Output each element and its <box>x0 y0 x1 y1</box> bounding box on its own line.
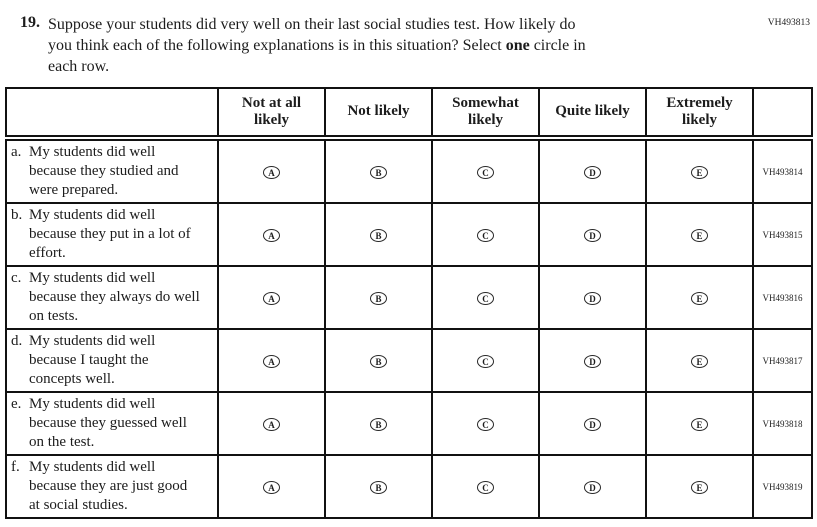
row-letter: b. <box>11 207 23 223</box>
row-text: My students did well because they studied and were prepared. <box>29 144 179 198</box>
question-line-2-pre: you think each of the following explanations is in this situation? Select <box>48 37 506 54</box>
option-cell-e[interactable] <box>646 203 753 266</box>
row-text: My students did well because I taught the concepts well. <box>29 333 156 387</box>
option-cell-b[interactable] <box>325 329 432 392</box>
option-cell-b[interactable] <box>325 138 432 203</box>
option-bubble-c[interactable]: C <box>477 355 494 368</box>
option-bubble-a[interactable]: A <box>263 166 280 179</box>
statement-cell <box>6 329 218 392</box>
option-cell-d[interactable] <box>539 203 646 266</box>
option-bubble-a[interactable]: A <box>263 229 280 242</box>
option-cell-d[interactable] <box>539 392 646 455</box>
option-bubble-d[interactable]: D <box>584 355 601 368</box>
statement-cell <box>6 266 218 329</box>
option-bubble-b[interactable]: B <box>370 229 387 242</box>
option-cell-a[interactable] <box>218 455 325 518</box>
table-row <box>6 455 812 518</box>
table-row <box>6 203 812 266</box>
option-bubble-a[interactable]: A <box>263 481 280 494</box>
option-cell-e[interactable] <box>646 392 753 455</box>
row-letter: e. <box>11 396 22 412</box>
option-bubble-b[interactable]: B <box>370 166 387 179</box>
option-bubble-e[interactable]: E <box>691 481 708 494</box>
header-statement <box>6 88 218 138</box>
option-cell-a[interactable] <box>218 203 325 266</box>
option-bubble-a[interactable]: A <box>263 418 280 431</box>
option-cell-e[interactable] <box>646 266 753 329</box>
option-bubble-d[interactable]: D <box>584 166 601 179</box>
option-bubble-b[interactable]: B <box>370 355 387 368</box>
table-row <box>6 266 812 329</box>
row-letter: f. <box>11 459 20 475</box>
option-cell-d[interactable] <box>539 455 646 518</box>
option-bubble-c[interactable]: C <box>477 229 494 242</box>
option-cell-c[interactable] <box>432 203 539 266</box>
row-text: My students did well because they always do well on tests. <box>29 270 200 324</box>
row-code: VH493816 <box>753 266 812 329</box>
option-bubble-d[interactable]: D <box>584 229 601 242</box>
header-somewhat-likely: Somewhat likely <box>432 88 539 138</box>
question-line-2-post: circle in <box>529 37 586 54</box>
option-bubble-e[interactable]: E <box>691 355 708 368</box>
option-bubble-c[interactable]: C <box>477 292 494 305</box>
row-code: VH493815 <box>753 203 812 266</box>
statement-cell <box>6 138 218 203</box>
question-line-2-emphasis: one <box>505 37 530 54</box>
option-bubble-b[interactable]: B <box>370 418 387 431</box>
option-bubble-b[interactable]: B <box>370 292 387 305</box>
header-not-at-all-likely: Not at all likely <box>218 88 325 138</box>
option-cell-e[interactable] <box>646 329 753 392</box>
option-cell-a[interactable] <box>218 329 325 392</box>
option-cell-b[interactable] <box>325 455 432 518</box>
header-extremely-likely: Extremely likely <box>646 88 753 138</box>
header-quite-likely: Quite likely <box>539 88 646 138</box>
statement-cell <box>6 455 218 518</box>
row-code: VH493814 <box>753 138 812 203</box>
option-cell-e[interactable] <box>646 138 753 203</box>
option-cell-b[interactable] <box>325 392 432 455</box>
row-code: VH493819 <box>753 455 812 518</box>
question-line-1: Suppose your students did very well on their last social studies test. How likely do <box>48 16 576 33</box>
statement-cell <box>6 392 218 455</box>
row-letter: a. <box>11 144 22 160</box>
header-not-likely: Not likely <box>325 88 432 138</box>
option-bubble-e[interactable]: E <box>691 166 708 179</box>
option-cell-d[interactable] <box>539 138 646 203</box>
question-text <box>48 14 586 77</box>
option-cell-a[interactable] <box>218 392 325 455</box>
likert-table <box>5 87 813 519</box>
question-block <box>20 14 817 77</box>
option-bubble-c[interactable]: C <box>477 481 494 494</box>
option-cell-c[interactable] <box>432 392 539 455</box>
option-bubble-e[interactable]: E <box>691 418 708 431</box>
row-code: VH493817 <box>753 329 812 392</box>
option-cell-c[interactable] <box>432 329 539 392</box>
option-cell-a[interactable] <box>218 266 325 329</box>
option-bubble-d[interactable]: D <box>584 292 601 305</box>
option-cell-a[interactable] <box>218 138 325 203</box>
option-cell-d[interactable] <box>539 266 646 329</box>
row-text: My students did well because they put in a lot of effort. <box>29 207 191 261</box>
option-cell-e[interactable] <box>646 455 753 518</box>
table-row <box>6 138 812 203</box>
statement-cell <box>6 203 218 266</box>
option-bubble-e[interactable]: E <box>691 292 708 305</box>
likert-table-body <box>6 138 812 518</box>
option-bubble-b[interactable]: B <box>370 481 387 494</box>
page-code: VH493813 <box>767 18 810 28</box>
option-cell-d[interactable] <box>539 329 646 392</box>
option-bubble-c[interactable]: C <box>477 166 494 179</box>
option-bubble-a[interactable]: A <box>263 355 280 368</box>
option-bubble-d[interactable]: D <box>584 481 601 494</box>
option-bubble-c[interactable]: C <box>477 418 494 431</box>
question-line-3: each row. <box>48 58 110 75</box>
row-letter: d. <box>11 333 23 349</box>
table-row <box>6 392 812 455</box>
row-code: VH493818 <box>753 392 812 455</box>
option-cell-c[interactable] <box>432 455 539 518</box>
option-cell-b[interactable] <box>325 266 432 329</box>
row-text: My students did well because they are just good at social studies. <box>29 459 188 513</box>
row-text: My students did well because they guessed well on the test. <box>29 396 187 450</box>
option-cell-c[interactable] <box>432 266 539 329</box>
header-row <box>6 88 812 138</box>
option-bubble-d[interactable]: D <box>584 418 601 431</box>
question-line-2 <box>48 35 586 56</box>
question-number: 19. <box>20 14 40 31</box>
option-cell-c[interactable] <box>432 138 539 203</box>
table-row <box>6 329 812 392</box>
option-bubble-a[interactable]: A <box>263 292 280 305</box>
header-code <box>753 88 812 138</box>
option-bubble-e[interactable]: E <box>691 229 708 242</box>
row-letter: c. <box>11 270 22 286</box>
option-cell-b[interactable] <box>325 203 432 266</box>
